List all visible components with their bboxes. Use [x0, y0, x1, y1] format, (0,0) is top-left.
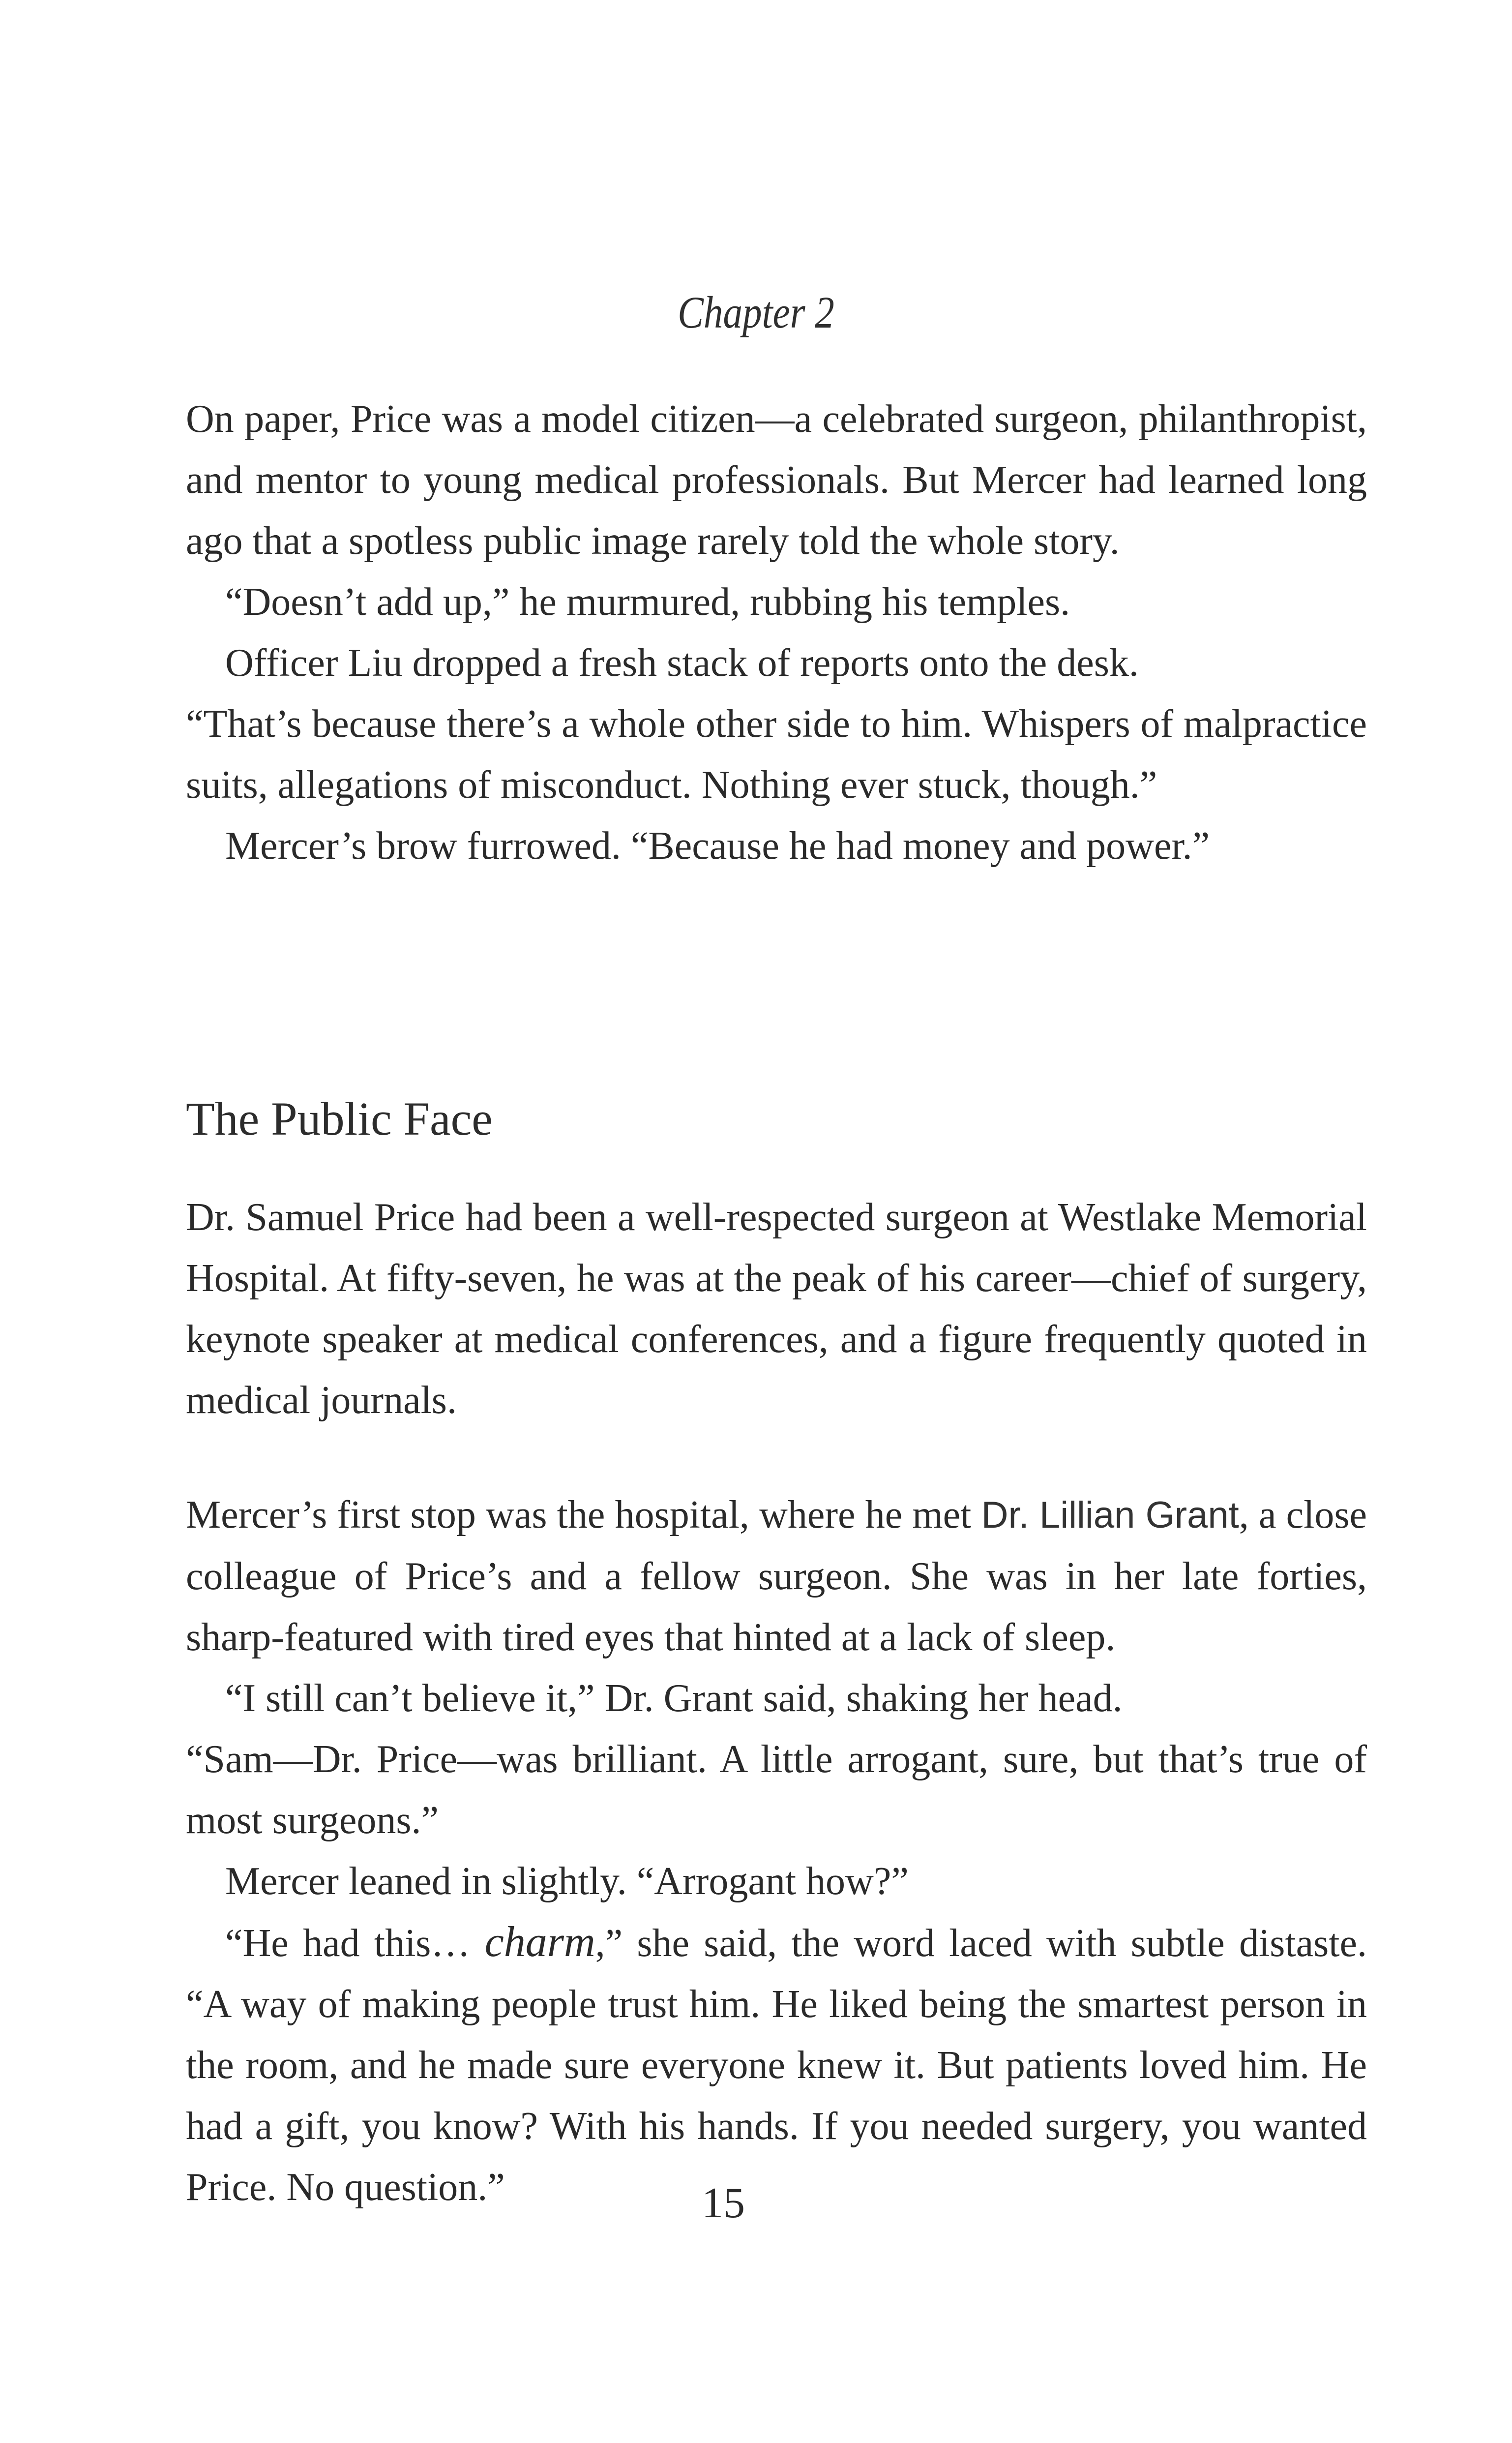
section-paragraph-2 [186, 1484, 1367, 1668]
intro-paragraph-5: Mercer’s brow furrowed. “Because he had money and power.” [225, 824, 1210, 868]
page-number: 15 [702, 2179, 745, 2227]
paragraph-2-lead: Mercer’s first stop was the hospital, where he met [186, 1493, 981, 1537]
intro-paragraph-2: “Doesn’t add up,” he murmured, rubbing his temples. [225, 580, 1070, 624]
paragraph-6-rest: ,” she said, the word laced with subtle distaste. “A way of making people trust him. He liked being the smartest person in the room, and he made sure everyone knew it. But patients loved him. He had a gift, you know? With his hands. If you needed surgery, you wanted Price. No question.” [186, 1922, 1367, 2209]
character-name: Dr. Lillian Grant [981, 1494, 1239, 1536]
section-text-block-2 [186, 1484, 1367, 2218]
section-paragraph-5: Mercer leaned in slightly. “Arrogant how?” [225, 1860, 909, 1903]
section-paragraph-3: “I still can’t believe it,” Dr. Grant said, shaking her head. [225, 1677, 1123, 1720]
paragraph-6-lead: “He had this… [225, 1922, 485, 1965]
intro-text-block [186, 389, 1367, 876]
emphasized-word: charm [484, 1918, 595, 1966]
intro-paragraph-1: On paper, Price was a model citizen—a celebrated surgeon, philanthropist, and mentor to young medical professionals. But Mercer had learned long ago that a spotless public image rarely told the whole story. [186, 397, 1367, 563]
intro-paragraph-3: Officer Liu dropped a fresh stack of reports onto the desk. [225, 641, 1139, 685]
intro-paragraph-4: “That’s because there’s a whole other side to him. Whispers of malpractice suits, allegations of misconduct. Nothing ever stuck, though.” [186, 702, 1367, 807]
section-paragraph-4: “Sam—Dr. Price—was brilliant. A little arrogant, sure, but that’s true of most surgeons.” [186, 1738, 1367, 1842]
section-heading: The Public Face [186, 1092, 493, 1145]
chapter-title: Chapter 2 [678, 287, 834, 337]
section-text-block-1 [186, 1187, 1367, 1431]
section-paragraph-6 [186, 1912, 1367, 2218]
section-paragraph-1: Dr. Samuel Price had been a well-respected surgeon at Westlake Memorial Hospital. At fifty-seven, he was at the peak of his career—chief of surgery, keynote speaker at medical conferences, and a figure frequently quoted in medical journals. [186, 1196, 1367, 1422]
paragraph-2-rest: , a close colleague of Price’s and a fellow surgeon. She was in her late forties, sharp-featured with tired eyes that hinted at a lack of sleep. [186, 1493, 1367, 1659]
